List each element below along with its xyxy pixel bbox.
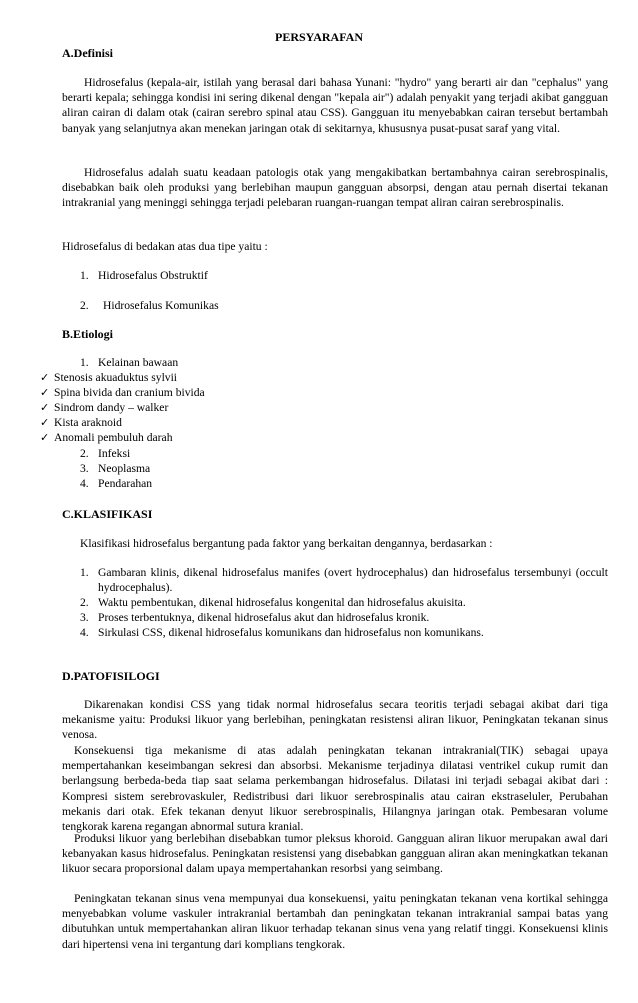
section-heading-klasifikasi: C.KLASIFIKASI [62, 507, 153, 521]
checkmark-icon: ✓ [40, 371, 50, 384]
checklist-text: Anomali pembuluh darah [54, 431, 173, 444]
checkmark-icon: ✓ [40, 431, 50, 444]
patofisiologi-paragraph-4: Peningkatan tekanan sinus vena mempunyai dua konsekuensi, yaitu peningkatan tekanan vena kortikal sehingga menyebabkan volume vaskuler intrakranial bertambah dan peningkatan tekanan intrakranial sampai batas yang dibutuhkan untuk mempertahankan aliran likuor terhadap tekanan sinus vena yang relatif tinggi. Konsekuensi klinis dari hipertensi vena ini tergantung dari komplians tengkorak. [62, 892, 608, 951]
checklist-text: Kista araknoid [54, 416, 122, 429]
checkmark-icon: ✓ [40, 386, 50, 399]
list-text: Proses terbentuknya, dikenal hidrosefalus akut dan hidrosefalus kronik. [98, 611, 430, 624]
list-text: Waktu pembentukan, dikenal hidrosefalus kongenital dan hidrosefalus akuisita. [98, 596, 466, 609]
section-heading-patofisiologi: D.PATOFISILOGI [62, 669, 160, 683]
checklist-item [40, 370, 177, 385]
list-text: Hidrosefalus Komunikas [103, 299, 219, 312]
list-number: 3. [80, 462, 89, 475]
checklist-item [40, 385, 205, 400]
checklist-text: Sindrom dandy – walker [54, 401, 169, 414]
checklist-text: Stenosis akuaduktus sylvii [54, 371, 178, 384]
checkmark-icon: ✓ [40, 416, 50, 429]
list-number: 4. [80, 626, 89, 639]
list-number: 2. [80, 596, 89, 609]
list-text: Sirkulasi CSS, dikenal hidrosefalus komunikans dan hidrosefalus non komunikans. [98, 626, 484, 639]
list-text: Hidrosefalus Obstruktif [98, 269, 208, 282]
list-text: Gambaran klinis, dikenal hidrosefalus manifes (overt hydrocephalus) dan hidrosefalus tersembunyi (occult hydrocephalus). [98, 566, 608, 595]
list-number: 1. [80, 566, 89, 579]
section-heading-definisi: A.Definisi [62, 46, 113, 60]
definisi-paragraph-1: Hidrosefalus (kepala-air, istilah yang berasal dari bahasa Yunani: "hydro" yang berarti air dan "cephalus" yang berarti kepala; sehingga kondisi ini sering dikenal dengan "kepala air") adalah penyakit yang terjadi akibat gangguan aliran cairan di dalam otak (cairan serebro spinal atau CSS). Gangguan itu menyebabkan cairan tersebut bertambah banyak yang selanjutnya akan menekan jaringan otak di sekitarnya, khususnya pusat-pusat saraf yang vital. [62, 76, 608, 135]
list-number: 1. [80, 356, 89, 369]
checklist-item [40, 430, 173, 445]
checklist-text: Spina bivida dan cranium bivida [54, 386, 205, 399]
document-title: PERSYARAFAN [274, 30, 363, 44]
list-number: 3. [80, 611, 89, 624]
checkmark-icon: ✓ [40, 401, 50, 414]
list-number: 1. [80, 269, 89, 282]
list-number: 2. [80, 447, 89, 460]
list-text: Kelainan bawaan [98, 356, 179, 369]
list-text: Neoplasma [98, 462, 151, 475]
definisi-paragraph-3: Hidrosefalus di bedakan atas dua tipe yaitu : [62, 240, 268, 253]
section-heading-etiologi: B.Etiologi [62, 327, 114, 341]
definisi-paragraph-2: Hidrosefalus adalah suatu keadaan patologis otak yang mengakibatkan bertambahnya cairan serebrospinalis, disebabkan baik oleh produksi yang berlebihan maupun gangguan absorpsi, dengan atau pernah disertai tekanan intrakranial yang meninggi sehingga terjadi pelebaran ruangan-ruangan tempat aliran cairan serebrospinalis. [62, 166, 608, 210]
patofisiologi-paragraph-1: Dikarenakan kondisi CSS yang tidak normal hidrosefalus secara teoritis terjadi sebagai akibat dari tiga mekanisme yaitu: Produksi likuor yang berlebihan, peningkatan resistensi aliran likuor, Peningkatan tekanan sinus venosa. [62, 698, 608, 742]
list-number: 4. [80, 477, 89, 490]
list-text: Infeksi [98, 447, 131, 460]
checklist-item [40, 415, 122, 430]
klasifikasi-intro: Klasifikasi hidrosefalus bergantung pada faktor yang berkaitan dengannya, berdasarkan : [80, 537, 493, 550]
checklist-item [40, 400, 168, 415]
patofisiologi-paragraph-3: Produksi likuor yang berlebihan disebabkan tumor pleksus khoroid. Gangguan aliran likuor merupakan awal dari kebanyakan kasus hidrosefalus. Peningkatan resistensi yang disebabkan gangguan aliran akan meningkatkan tekanan likuor secara proporsional dalam upaya mempertahankan resorbsi yang seimbang. [62, 832, 608, 876]
list-text: Pendarahan [98, 477, 153, 490]
patofisiologi-paragraph-2: Konsekuensi tiga mekanisme di atas adalah peningkatan tekanan intrakranial(TIK) sebagai upaya mempertahankan keseimbangan sekresi dan absorbsi. Mekanisme terjadinya dilatasi ventrikel cukup rumit dan berlangsung berbeda-beda tiap saat selama perkembangan hidrosefalus. Dilatasi ini terjadi sebagai akibat dari : Kompresi sistem serebrovaskuler, Redistribusi dari likuor serebrospinalis atau cairan ekstraseluler, Perubahan mekanis dari otak. Efek tekanan denyut likuor serebrospinalis, Hilangnya jaringan otak. Pembesaran volume tengkorak karena regangan abnormal sutura kranial. [62, 744, 608, 834]
list-number: 2. [80, 299, 89, 312]
